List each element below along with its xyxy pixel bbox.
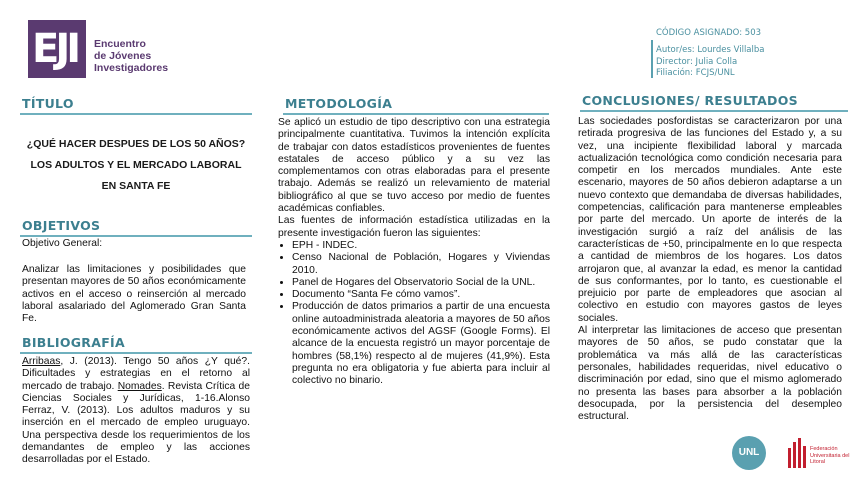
conclusiones-para-1: Las sociedades posfordistas se caracterizaron por una retirada progresiva de las funciones del Estado y, a su vez, una incipiente flexibilidad laboral y marcada actualización tecnológica como condición necesaria para competir en los mercados mundiales. Ante este escenario, mayores de 50 años debieron adaptarse a un nuevo contexto que demandaba de diversas habilidades, competencias, calificación para mantenerse empleables por parte del mercado. Un aporte de interés de la investigación surgió a raíz del análisis de las características de +50, principalmente en lo que respecta a cantidad de miembros de los hogares. Los datos arrojaron que, al avanzar la edad, es menor la cantidad de sus conformantes, por lo tanto, es cuestionable el prejuicio por parte de empleadores que asocian al colectivo en estudio con mayores gastos de leyes sociales. xyxy=(578,116,842,324)
title-line-2: LOS ADULTOS Y EL MERCADO LABORAL xyxy=(30,159,242,171)
objetivos-heading: OBJETIVOS xyxy=(22,218,101,233)
objetivos-text: Analizar las limitaciones y posibilidades que presentan mayores de 50 años económicamente activos en el acceso o reinserción al mercado laboral asalariado del Aglomerado Gran Santa Fe. xyxy=(22,264,246,325)
bib-text-a: , J. (2013). Tengo 50 años ¿Y qué?. Dificultades y estrategias en el retorno al mercado de trabajo. xyxy=(22,356,250,392)
bibliografia-text xyxy=(22,356,250,467)
metodologia-para-1: Se aplicó un estudio de tipo descriptivo con una estrategia principalmente cuantitativa. Tuvimos la intención explícita de trabajar con datos estadísticos provenientes de fuentes estatales de acceso público y a su vez las complementamos con otras elaboradas para el presente trabajo. Además se realizó un relevamiento de material bibliográfico al que se tuvo acceso por medio de fuentes académicas confiables. xyxy=(278,117,550,215)
bib-author: Arribaas xyxy=(22,356,61,367)
title-line-1: ¿QUÉ HACER DESPUES DE LOS 50 AÑOS? xyxy=(26,138,246,150)
assigned-code: CÓDIGO ASIGNADO: 503 xyxy=(656,28,762,38)
conclusiones-body xyxy=(578,116,842,423)
objetivos-label: Objetivo General: xyxy=(22,238,103,249)
conclusiones-para-2: Al interpretar las limitaciones de acceso que presentan mayores de 50 años, se pudo constatar que la problemática va más allá de las características personales, habilidades requeridas, nivel educativo o discriminación por edad, sino que el mismo aglomerado no presenta las bases para absorber a la población desocupada, por la persistencia del desempleo estructural. xyxy=(578,325,842,423)
meta-authors: Autor/es: Lourdes Villalba xyxy=(656,45,765,55)
federacion-text: Federación Universitaria del Litoral xyxy=(810,446,850,465)
source-item: • Documento “Santa Fe cómo vamos”. xyxy=(292,289,550,301)
logo-line-3: Investigadores xyxy=(94,62,169,74)
logo-line-1: Encuentro xyxy=(94,38,146,50)
titulo-heading: TÍTULO xyxy=(22,96,74,111)
title-line-3: EN SANTA FE xyxy=(101,180,171,192)
federacion-logo-icon xyxy=(786,438,808,470)
bibliografia-heading: BIBLIOGRAFÍA xyxy=(22,335,125,350)
source-item: • Producción de datos primarios a partir de una encuesta online autoadministrada aleatoria a mayores de 50 años económicamente activos del AGSF (Google Forms). El alcance de la encuesta registró un mayor porcentaje de hombres (58,1%) respecto al de mujeres (41,9%). Esta pregunta no era obligatoria y fue abierta para incluir al colectivo no binario. xyxy=(292,301,550,387)
meta-affiliation: Filiación: FCJS/UNL xyxy=(656,68,735,78)
eji-logo xyxy=(28,20,86,78)
source-item: • Panel de Hogares del Observatorio Social de la UNL. xyxy=(292,277,550,289)
unl-logo: UNL xyxy=(732,436,766,470)
metodologia-para-2: Las fuentes de información estadística utilizadas en la presente investigación fueron las siguientes: xyxy=(278,215,550,239)
bibliografia-rule xyxy=(20,352,252,354)
bib-text-b: . Revista Crítica de Ciencias Sociales y Jurídicas, 1-16.Alonso Ferraz, V. (2013). Los adultos maduros y su inserción en el mercado de empleo uruguayo. Una perspectiva desde los requerimientos de los demandantes de empleo y las acciones desarrolladas por el Estado. xyxy=(22,380,250,466)
source-item: • EPH - INDEC. xyxy=(292,240,550,252)
metodologia-body xyxy=(278,117,550,388)
logo-line-2: de Jóvenes xyxy=(94,50,152,62)
conclusiones-rule xyxy=(580,110,848,112)
source-item: • Censo Nacional de Población, Hogares y Viviendas 2010. xyxy=(292,252,550,277)
conclusiones-heading: CONCLUSIONES/ RESULTADOS xyxy=(582,93,798,108)
metodologia-heading: METODOLOGÍA xyxy=(285,96,393,111)
logo-wordmark xyxy=(94,38,168,74)
objetivos-rule xyxy=(20,235,252,237)
poster-title xyxy=(16,134,256,197)
bib-journal: Nomades xyxy=(117,380,162,392)
logo-mark: EJI xyxy=(32,26,78,72)
titulo-rule xyxy=(20,113,252,115)
sources-list xyxy=(278,240,550,388)
meta-director: Director: Julia Colla xyxy=(656,57,738,67)
metodologia-rule xyxy=(283,113,549,115)
